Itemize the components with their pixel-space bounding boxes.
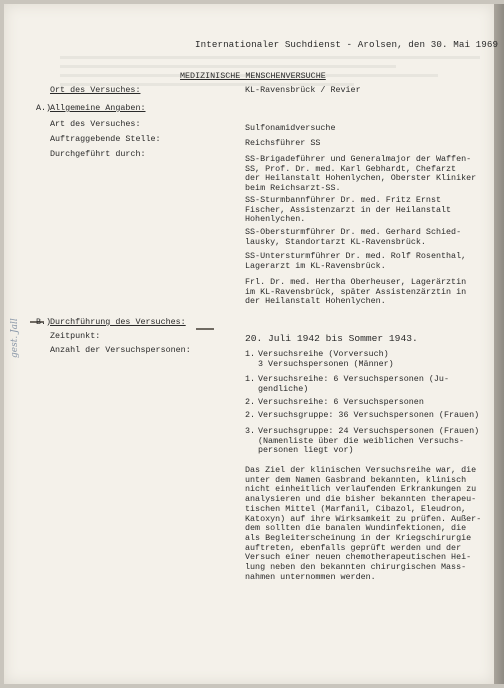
art-value: Sulfonamidversuche <box>245 123 336 133</box>
body-paragraph: Das Ziel der klinischen Versuchsreihe war, die unter dem Namen Gasbrand bekannten, klinisch nicht einheitlich verlaufenden Erkrankungen zu analysieren und die bisher bekannten therapeu- tischen Mittel (Marfanil, Cibazol, Eleudron, Katoxyn) auf ihre Wirksamkeit zu prüfen. Außer- dem sollten die banalen Wundinfektionen, die als Begleiterscheinung in der Kriegschirurgie auftreten, ebenfalls geprüft werden und der Versuch einer neuen chemotherapeutischen Hei- lung neben den bekannten chirurgischen Mass- nahmen unternommen werden. <box>245 465 482 582</box>
section-a-heading: Allgemeine Angaben: <box>50 103 146 113</box>
list-item <box>245 350 394 369</box>
list-text: Versuchsgruppe: 36 Versuchspersonen (Frauen) <box>258 410 480 420</box>
person-entry: SS-Brigadeführer und Generalmajor der Waffen- SS, Prof. Dr. med. Karl Gebhardt, Chefarzt der Heilanstalt Hohenlychen, Oberster Kliniker beim Reichsarzt-SS. <box>245 154 477 194</box>
zeitpunkt-value: 20. Juli 1942 bis Sommer 1943. <box>245 333 418 344</box>
ort-label: Ort des Versuches: <box>50 85 141 95</box>
person-entry: SS-Obersturmführer Dr. med. Gerhard Schied- lausky, Standortarzt KL-Ravensbrück. <box>245 227 462 247</box>
list-text: Versuchsreihe: 6 Versuchspersonen <box>258 397 424 407</box>
section-a-marker: A.) <box>36 103 52 113</box>
list-item <box>245 411 479 421</box>
list-item <box>245 427 479 456</box>
list-number: 3. <box>245 426 256 436</box>
page-edge <box>494 4 504 684</box>
list-text: Versuchsreihe (Vorversuch) 3 Versuchspersonen (Männer) <box>258 349 394 369</box>
ort-value: KL-Ravensbrück / Revier <box>245 85 361 95</box>
handwritten-margin-note: gest. Jall <box>10 318 20 358</box>
document-header: Internationaler Suchdienst - Arolsen, den 30. Mai 1969 <box>195 39 499 50</box>
list-text: Versuchsreihe: 6 Versuchspersonen (Ju- gendliche) <box>258 374 449 394</box>
person-entry: SS-Sturmbannführer Dr. med. Fritz Ernst Fischer, Assistenzarzt in der Heilanstalt Hohenlychen. <box>245 195 452 225</box>
list-number: 1. <box>245 374 256 384</box>
person-entry: Frl. Dr. med. Hertha Oberheuser, Lagerärztin im KL-Ravensbrück, später Assistenzärztin in der Heilanstalt Hohenlychen. <box>245 277 467 307</box>
auftrag-label: Auftraggebende Stelle: <box>50 134 161 144</box>
list-text: Versuchsgruppe: 24 Versuchspersonen (Frauen) (Namenliste über die weiblichen Versuchs- personen liegt vor) <box>258 426 480 456</box>
auftrag-value: Reichsführer SS <box>245 138 321 148</box>
art-label: Art des Versuches: <box>50 119 141 129</box>
anzahl-label: Anzahl der Versuchspersonen: <box>50 345 191 355</box>
list-number: 1. <box>245 349 256 359</box>
durchgefuehrt-label: Durchgeführt durch: <box>50 149 146 159</box>
list-item <box>245 375 449 394</box>
list-number: 2. <box>245 397 256 407</box>
zeitpunkt-label: Zeitpunkt: <box>50 331 101 341</box>
margin-tick <box>196 328 214 330</box>
section-b-marker: B.) <box>36 317 52 327</box>
document-title: MEDIZINISCHE MENSCHENVERSUCHE <box>180 71 326 81</box>
list-number: 2. <box>245 410 256 420</box>
section-b-heading: Durchführung des Versuches: <box>50 317 186 327</box>
person-entry: SS-Untersturmführer Dr. med. Rolf Rosenthal, Lagerarzt im KL-Ravensbrück. <box>245 251 467 271</box>
list-item <box>245 398 424 408</box>
